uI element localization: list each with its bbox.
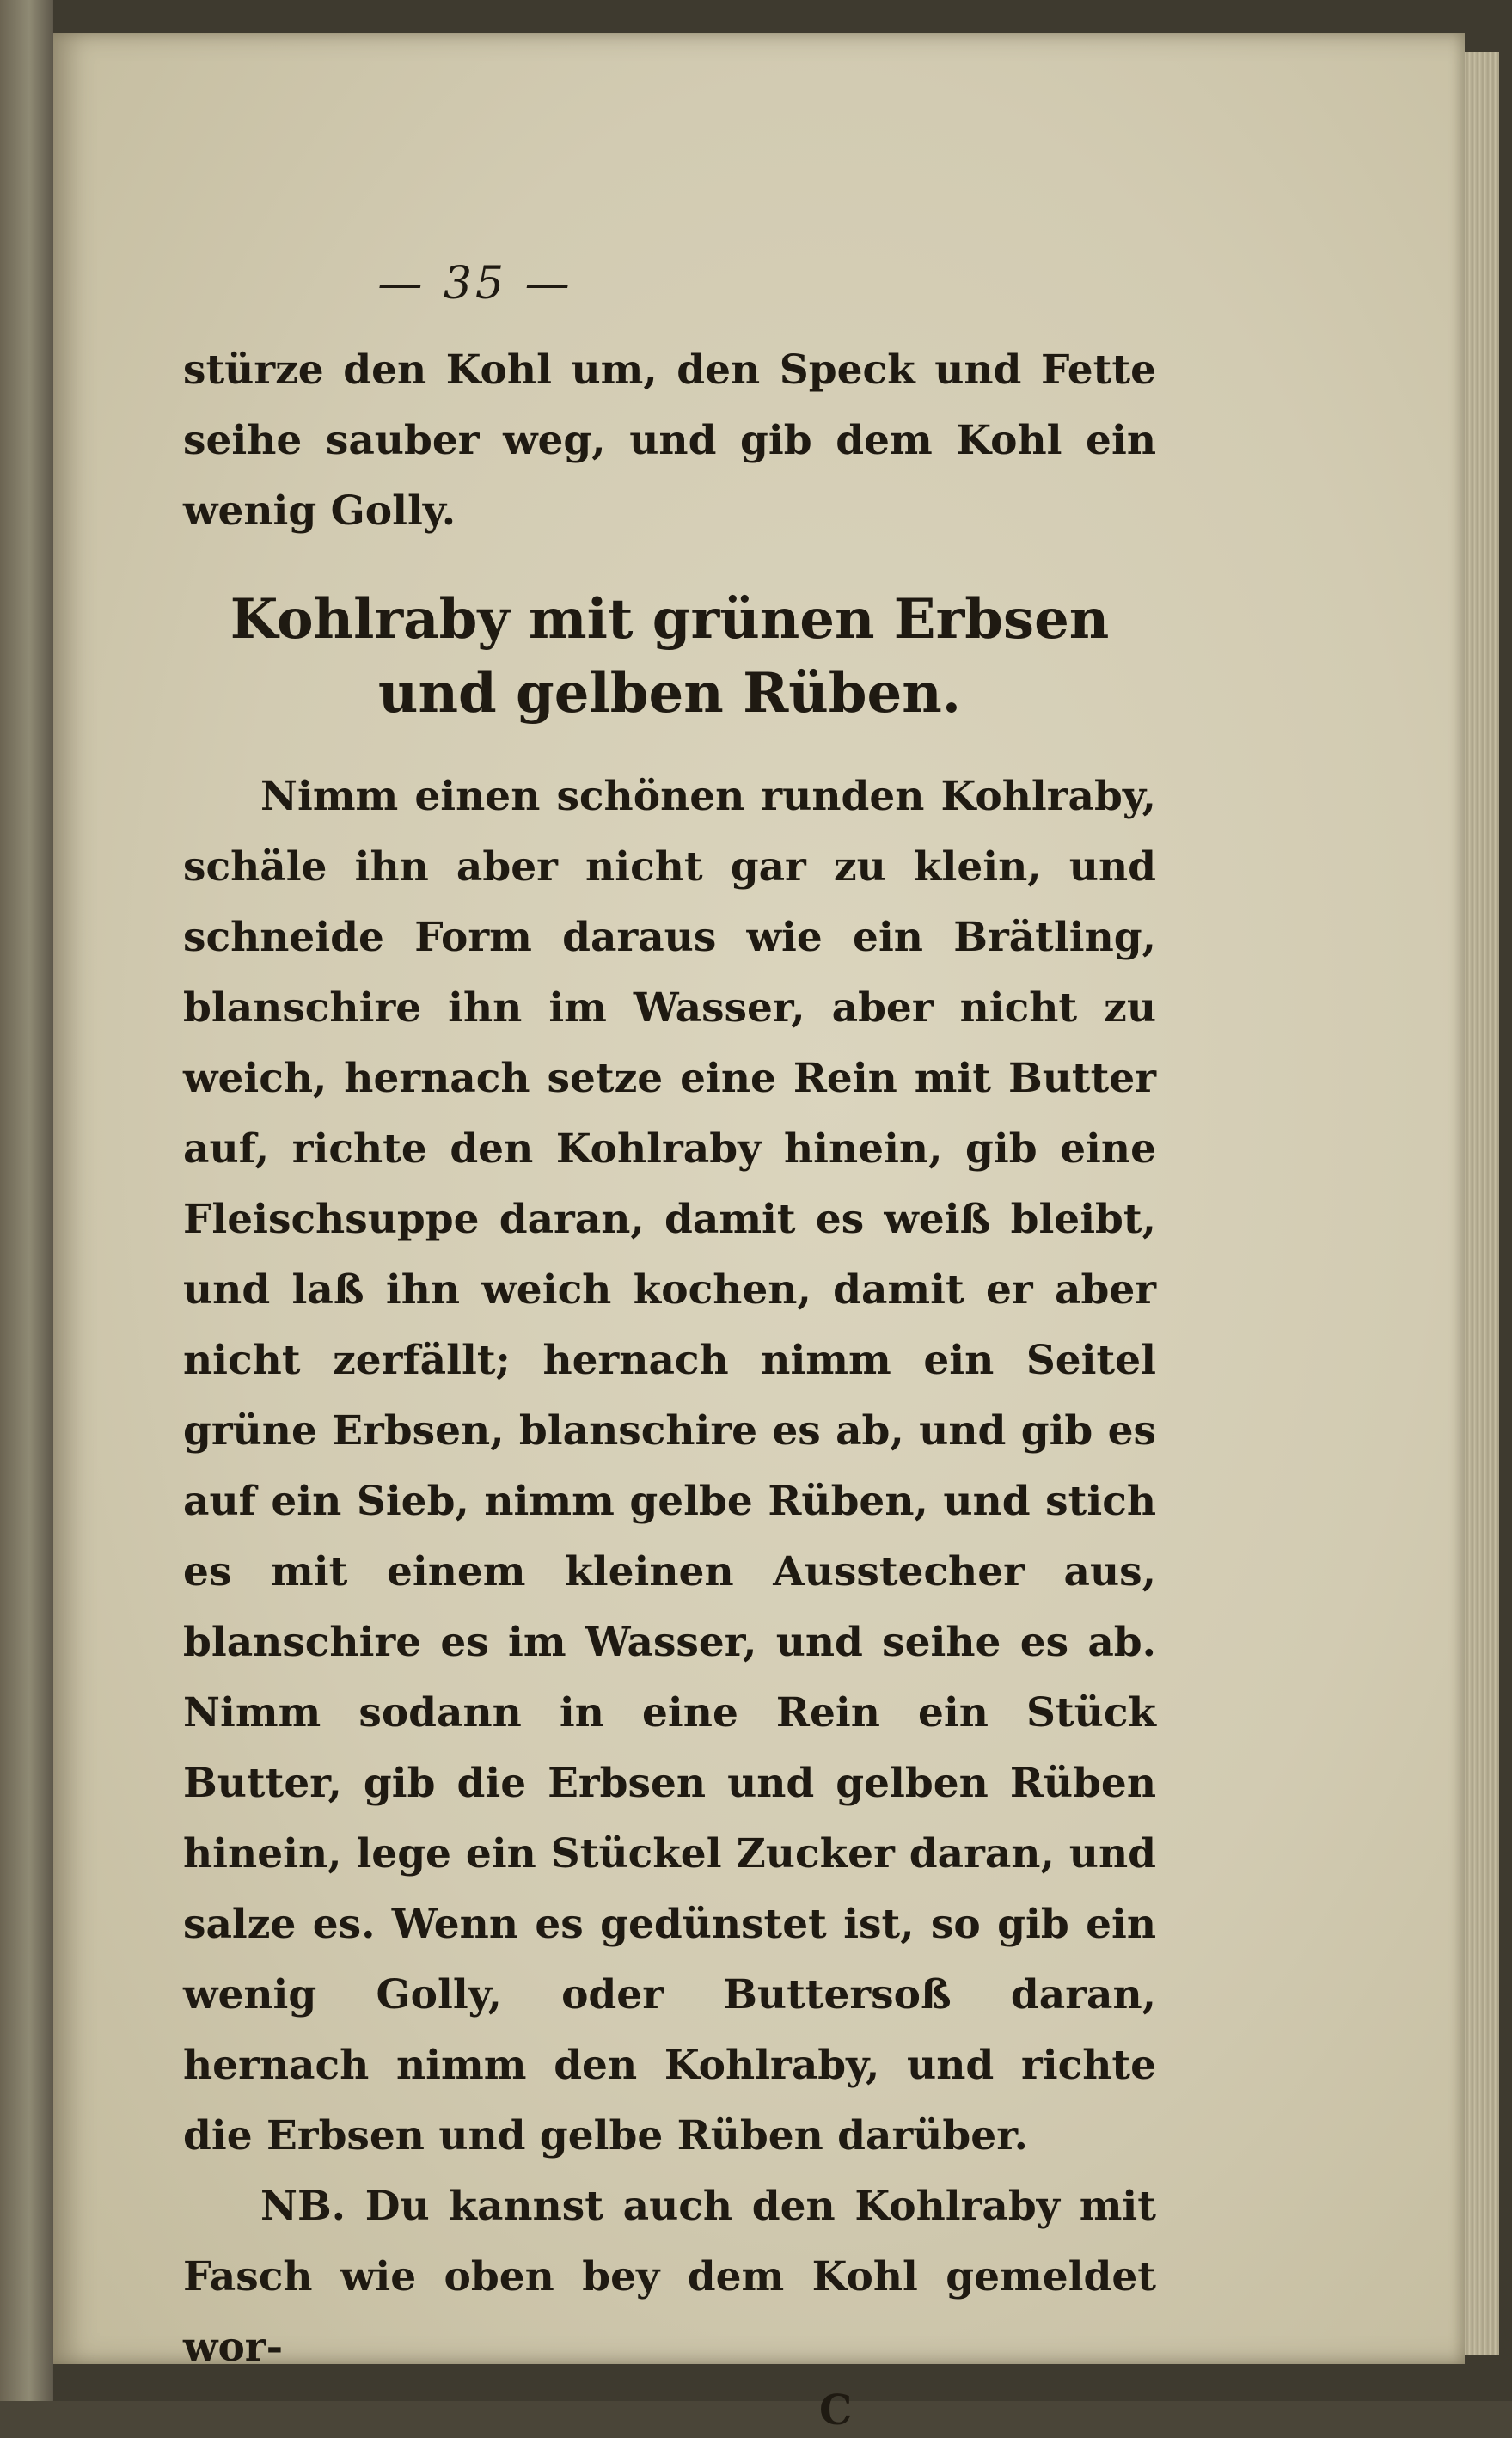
nb-paragraph: NB. Du kannst auch den Kohlraby mit Fasch wie oben bey dem Kohl gemeldet wor- xyxy=(183,2183,1156,2371)
page-number: — 35 — xyxy=(377,258,573,309)
page-fore-edge xyxy=(1465,52,1499,2355)
signature-mark: C xyxy=(819,2386,853,2435)
body-paragraph: Nimm einen schönen runden Kohlraby, schäle ihn aber nicht gar zu klein, und schneide Form daraus wie ein Brätling, blanschire ihn im Wasser, aber nicht zu weich, hernach setze eine Rein mit Butter auf, richte den Kohlraby hinein, gib eine Fleischsuppe daran, damit es weiß bleibt, und laß ihn weich kochen, damit er aber nicht zerfällt; hernach nimm ein Seitel grüne Erbsen, blanschire es ab, und gib es auf ein Sieb, nimm gelbe Rüben, und stich es mit einem kleinen Ausstecher aus, blanschire es im Wasser, und seihe es ab. Nimm sodann in eine Rein ein Stück Butter, gib die Erbsen und gelben Rüben hinein, lege ein Stückel Zucker daran, und salze es. Wenn es gedünstet ist, so gib ein wenig Golly, oder Buttersoß daran, hernach nimm den Kohlraby, und richte die Erbsen und gelbe Rüben darüber. xyxy=(183,773,1156,2159)
text-block xyxy=(183,258,1156,2438)
signature-line xyxy=(183,2386,1156,2438)
left-page-edge xyxy=(0,0,53,2401)
intro-paragraph: stürze den Kohl um, den Speck und Fette seihe sauber weg, und gib dem Kohl ein wenig Golly. xyxy=(183,346,1156,535)
recipe-title: Kohlraby mit grünen Erbsen und gelben Rüben. xyxy=(230,587,1110,726)
